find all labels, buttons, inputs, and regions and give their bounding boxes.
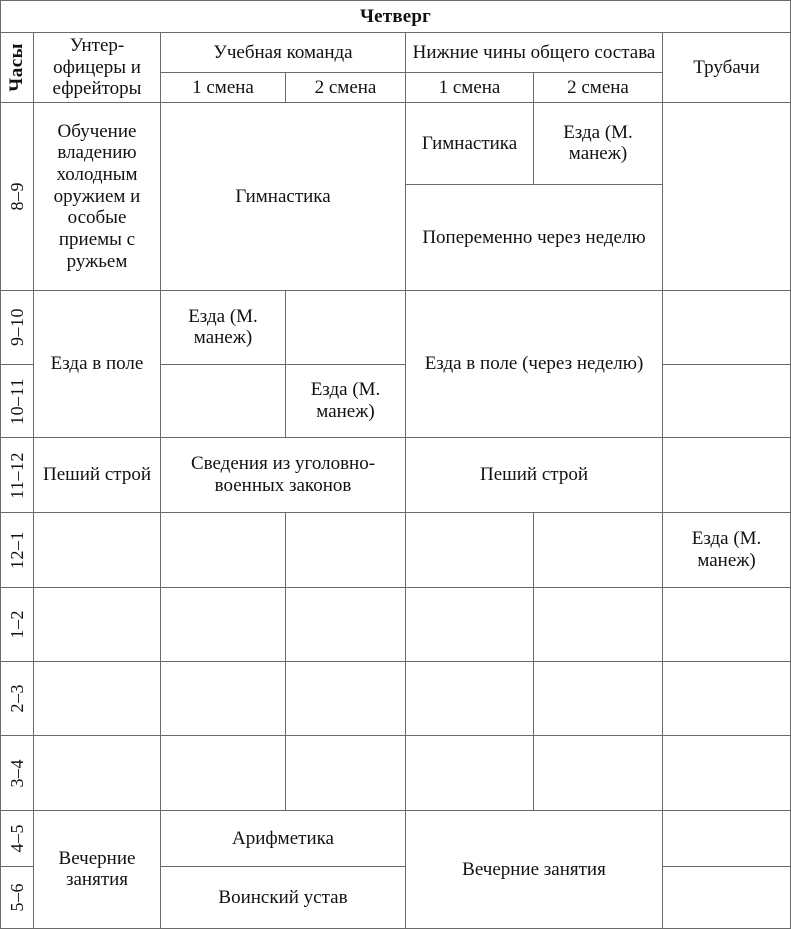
schedule-row-2-3 bbox=[1, 661, 791, 735]
page-title: Четверг bbox=[1, 1, 791, 33]
column-header-trumpeters: Трубачи bbox=[663, 33, 791, 103]
cell-8-9-lower-shift2: Езда (М. манеж) bbox=[534, 102, 663, 184]
hour-label-2-3 bbox=[1, 661, 34, 735]
cell-3-4-lower-shift2 bbox=[534, 735, 663, 810]
schedule-row-4-5 bbox=[1, 810, 791, 866]
schedule-row-3-4 bbox=[1, 735, 791, 810]
cell-12-1-training-shift1 bbox=[161, 512, 286, 587]
header-group-row bbox=[1, 33, 791, 73]
shift-header-lower-2: 2 смена bbox=[534, 72, 663, 102]
cell-1-2-lower-shift2 bbox=[534, 587, 663, 661]
hour-label-11-12-text: 11–12 bbox=[6, 451, 27, 499]
hour-label-9-10-text: 9–10 bbox=[6, 308, 27, 347]
cell-8-9-training-team: Гимнастика bbox=[161, 102, 406, 290]
cell-5-6-training-team: Воинский устав bbox=[161, 866, 406, 928]
hour-label-10-11 bbox=[1, 364, 34, 437]
cell-9-10-training-shift1: Езда (М. манеж) bbox=[161, 290, 286, 364]
hour-label-5-6-text: 5–6 bbox=[6, 883, 27, 912]
hour-label-4-5-text: 4–5 bbox=[6, 824, 27, 853]
schedule-row-1-2 bbox=[1, 587, 791, 661]
cell-8-9-lower-ranks-note: Попеременно через неделю bbox=[406, 184, 663, 290]
hour-label-2-3-text: 2–3 bbox=[6, 684, 27, 713]
hour-label-3-4 bbox=[1, 735, 34, 810]
schedule-row-11-12 bbox=[1, 437, 791, 512]
hours-column-header-label: Часы bbox=[6, 43, 28, 92]
hour-label-12-1 bbox=[1, 512, 34, 587]
cell-1-2-training-shift1 bbox=[161, 587, 286, 661]
column-header-training-team: Учебная команда bbox=[161, 33, 406, 73]
hour-label-8-9 bbox=[1, 102, 34, 290]
cell-3-4-trumpeters bbox=[663, 735, 791, 810]
cell-1-2-training-shift2 bbox=[286, 587, 406, 661]
schedule-row-12-1 bbox=[1, 512, 791, 587]
cell-11-12-unter-officers: Пеший строй bbox=[34, 437, 161, 512]
hour-label-1-2 bbox=[1, 587, 34, 661]
cell-3-4-training-shift2 bbox=[286, 735, 406, 810]
cell-2-3-lower-shift1 bbox=[406, 661, 534, 735]
schedule-row-9-10 bbox=[1, 290, 791, 364]
hour-label-8-9-text: 8–9 bbox=[6, 182, 27, 211]
column-header-unter-officers: Унтер-офицеры и ефрейторы bbox=[34, 33, 161, 103]
hour-label-4-5 bbox=[1, 810, 34, 866]
cell-9-11-lower-ranks: Езда в поле (через неделю) bbox=[406, 290, 663, 437]
column-header-lower-ranks: Нижние чины общего состава bbox=[406, 33, 663, 73]
cell-8-9-lower-shift1: Гимнастика bbox=[406, 102, 534, 184]
shift-header-training-1: 1 смена bbox=[161, 72, 286, 102]
hour-label-12-1-text: 12–1 bbox=[6, 530, 27, 569]
cell-12-1-lower-shift1 bbox=[406, 512, 534, 587]
cell-11-12-trumpeters bbox=[663, 437, 791, 512]
schedule-row-8-9-top bbox=[1, 102, 791, 184]
cell-10-11-training-shift2: Езда (М. манеж) bbox=[286, 364, 406, 437]
hour-label-11-12 bbox=[1, 437, 34, 512]
cell-2-3-training-shift1 bbox=[161, 661, 286, 735]
cell-1-2-lower-shift1 bbox=[406, 587, 534, 661]
cell-9-10-trumpeters bbox=[663, 290, 791, 364]
cell-10-11-trumpeters bbox=[663, 364, 791, 437]
cell-9-11-unter-officers: Езда в поле bbox=[34, 290, 161, 437]
cell-1-2-trumpeters bbox=[663, 587, 791, 661]
table-title-row bbox=[1, 1, 791, 33]
cell-2-3-lower-shift2 bbox=[534, 661, 663, 735]
cell-1-2-unter-officers bbox=[34, 587, 161, 661]
cell-2-3-trumpeters bbox=[663, 661, 791, 735]
cell-4-5-trumpeters bbox=[663, 810, 791, 866]
hours-column-header bbox=[1, 33, 34, 103]
cell-2-3-unter-officers bbox=[34, 661, 161, 735]
cell-3-4-lower-shift1 bbox=[406, 735, 534, 810]
cell-4-6-unter-officers: Вечерние занятия bbox=[34, 810, 161, 928]
cell-8-9-unter-officers: Обучение владению холодным оружием и особые приемы с ружьем bbox=[34, 102, 161, 290]
hour-label-1-2-text: 1–2 bbox=[6, 610, 27, 639]
cell-4-5-training-team: Арифметика bbox=[161, 810, 406, 866]
shift-header-training-2: 2 смена bbox=[286, 72, 406, 102]
cell-11-12-training-team: Сведения из уголовно-военных законов bbox=[161, 437, 406, 512]
hour-label-5-6 bbox=[1, 866, 34, 928]
cell-10-11-training-shift1 bbox=[161, 364, 286, 437]
cell-12-1-trumpeters: Езда (М. манеж) bbox=[663, 512, 791, 587]
cell-8-9-trumpeters bbox=[663, 102, 791, 290]
cell-5-6-trumpeters bbox=[663, 866, 791, 928]
hour-label-3-4-text: 3–4 bbox=[6, 758, 27, 788]
cell-3-4-unter-officers bbox=[34, 735, 161, 810]
hour-label-10-11-text: 10–11 bbox=[6, 377, 27, 425]
cell-11-12-lower-ranks: Пеший строй bbox=[406, 437, 663, 512]
cell-9-10-training-shift2 bbox=[286, 290, 406, 364]
cell-4-6-lower-ranks: Вечерние занятия bbox=[406, 810, 663, 928]
cell-12-1-lower-shift2 bbox=[534, 512, 663, 587]
cell-12-1-unter-officers bbox=[34, 512, 161, 587]
cell-12-1-training-shift2 bbox=[286, 512, 406, 587]
cell-3-4-training-shift1 bbox=[161, 735, 286, 810]
hour-label-9-10 bbox=[1, 290, 34, 364]
cell-2-3-training-shift2 bbox=[286, 661, 406, 735]
shift-header-lower-1: 1 смена bbox=[406, 72, 534, 102]
